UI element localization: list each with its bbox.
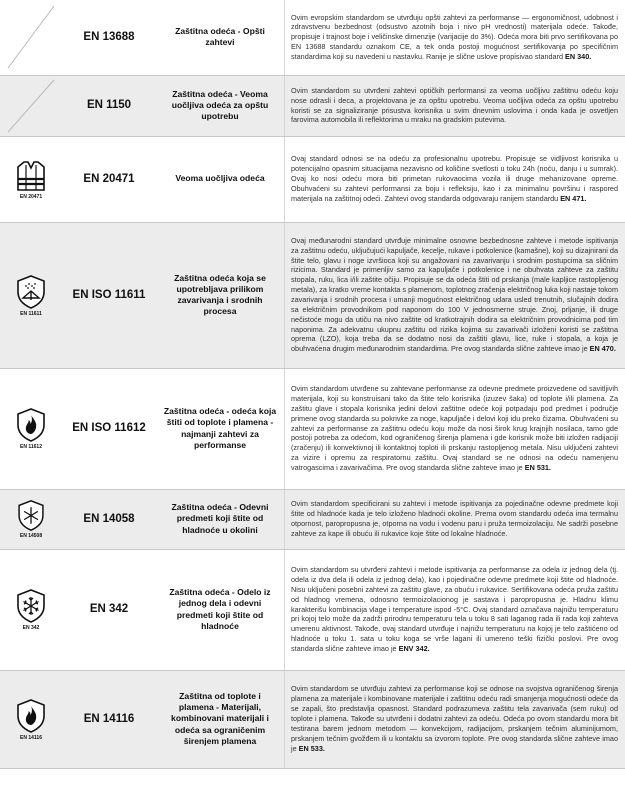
standard-title: Zaštitna od toplote i plamena - Materijali, kombinovani materijali i odeća sa ograničenim širenjem plamena xyxy=(156,670,285,768)
table-row xyxy=(0,75,625,136)
icon-caption: EN 14508 xyxy=(19,533,43,539)
standard-title: Zaštitna odeća - Odelo iz jednog dela i odevni predmeti koji štite od hladnoće xyxy=(156,549,285,670)
standard-reference: EN 470. xyxy=(589,344,616,354)
table-row xyxy=(0,222,625,368)
icon-cell xyxy=(0,368,62,489)
standard-description: Ovim standardom su utvrđeni zahtevi optičkih performansi za veoma uočljivu zaštitnu odeću koju nose odrasli i deca, a projektovana je za opštu upotrebu. Veoma uočljiva odeća za opštu upotrebu koristi se za signaliziranje prisustva korisnika u svim dnevnim uslovima i onda kada je osvetljen farovima automobila ili reflektorima u mraku na gradskim putevima. xyxy=(285,75,625,136)
standard-code: EN ISO 11611 xyxy=(62,222,156,368)
standard-reference: ENV 342. xyxy=(398,644,430,653)
icon-caption: EN 342 xyxy=(22,625,40,631)
standard-title: Veoma uočljiva odeća xyxy=(156,136,285,222)
icon-caption: EN 20471 xyxy=(19,193,43,200)
standard-code: EN ISO 11612 xyxy=(62,368,156,489)
placeholder-slash-icon xyxy=(0,76,62,136)
cold-shield-icon xyxy=(17,499,45,532)
standard-description: Ovim standardom specificirani su zahtevi i metode ispitivanja za pojedinačne odevne predmete koji štite od hladnoće kada je telo izloženo hladnoći okoline. Prema ovom standardu odeća ima termalnu otpornost, paropropusna je, otporna na vodu i vodenu paru i pruža termoizolaciju. Ne sadrži posebne zahteve za kape ili obuću ili rukavice koje štite od lokalne hladnoće. xyxy=(285,489,625,549)
standard-code: EN 342 xyxy=(62,549,156,670)
icon-cell xyxy=(0,670,62,768)
standard-code: EN 20471 xyxy=(62,136,156,222)
standard-description: Ovim standardom utvrđene su zahtevane performanse za odevne predmete proizvedene od savitljivih materijala, koji su konstruisani tako da štite telo korisnika (izuzev šaka) od toplote i/ili plamena. Za zaštitu glave i stopala korisnika jedini delovi zaštitne odeće koji potpadaju pod predmet i područje primene ovog standarda su pokrivke za noge, kapuljače i delovi koji idu preko čizama. Obuhvaćeni su zahtevi za performanse za zaštitnu odeću koju može da nosi širok krug krajnjih nosilaca, tamo gde postoji potreba za odećom, kod ograničenog širenja plamena i gde korisnik može biti izložen radijaciji (zračenju) ili konvektivnoj ili kontaktnoj toploti ili prskanju rastopljenog metala. Nisu uključeni zahtevi za vizire i opremu za respiratornu zaštitu. Ovaj standard se ne odnosi na odeću namenjenu vatrogascima i zavarivačima. Pre ovog standarda slične zahteve imao je EN 531. xyxy=(285,368,625,489)
snowflake-shield-icon xyxy=(16,588,46,624)
icon-caption: EN 11611 xyxy=(20,310,42,317)
standard-description: Ovim standardom su utvrđeni zahtevi i metode ispitivanja za performanse za odela iz jednog dela (tj. odela iz dva dela ili odela iz jednog dela), kao i pojedinačne odevne predmete koji štite od hladnoće. Nisu uključeni posebni zahtevi za zaštitu glave, za obuću i rukavice. Sertifikovana odeća pruža zaštitu od hladnog vremena, odnosno termoizolacionog je sastava i paropropusna je. Hladnu klimu karakterišu kombinacija vlage i temperature ispod -5°C. Ovaj standard označava najnižu temperaturu pri kojoj telo može da zadrži prirodnu temperaturu tela u toku 8 sati laganog rada ili rada koji zahteva umerenu aktivnost. Takođe, ovaj standard utvrđuje i najnižu temperaturu na kojoj je telo zaštićeno od hladnoće u toku 1. sata u toku koga se vrše lagani ili umereno teški fizički poslovi. Pre ovog standarda slične zahteve imao je ENV 342. xyxy=(285,549,625,670)
icon-caption: EN 11612 xyxy=(20,444,42,450)
icon-caption: EN 14116 xyxy=(20,734,42,741)
standard-code: EN 14058 xyxy=(62,489,156,549)
standard-title: Zaštitna odeća - Opšti zahtevi xyxy=(156,0,285,75)
table-row xyxy=(0,368,625,489)
standard-title: Zaštitna odeća - odeća koja štiti od toplote i plamena - najmanji zahtevi za performanse xyxy=(156,368,285,489)
standard-code: EN 1150 xyxy=(62,75,156,136)
hi-vis-vest-icon xyxy=(14,159,48,193)
flame-shield-icon xyxy=(16,407,46,443)
standard-reference: EN 340. xyxy=(565,52,592,62)
icon-cell xyxy=(0,489,62,549)
icon-cell xyxy=(0,0,62,75)
icon-cell xyxy=(0,549,62,670)
placeholder-slash-icon xyxy=(0,0,62,74)
standard-reference: EN 471. xyxy=(560,193,587,203)
icon-cell xyxy=(0,75,62,136)
welding-shield-icon xyxy=(16,274,46,310)
table-row xyxy=(0,549,625,670)
standard-reference: EN 533. xyxy=(298,743,325,753)
icon-cell xyxy=(0,136,62,222)
standard-title: Zaštitna odeća - Odevni predmeti koji štite od hladnoće u okolini xyxy=(156,489,285,549)
icon-cell xyxy=(0,222,62,368)
table-row xyxy=(0,0,625,75)
heat-flame-shield-icon xyxy=(16,698,46,734)
standard-description: Ovim evropskim standardom se utvrđuju opšti zahtevi za performanse — ergonomičnost, udobnost i zdravstvenu bezbednost (odsustvo azotnih boja i nivo pH vrednosti) materijala odeće. Takođe, propisuje i trajnost boje i veličinske dimenzije (varijacije do 3%). Odeća mora biti prvo sertifikovana po EN 13688 standardu oznakom CE, a tek onda postoji mogućnost sertifikovanja po specifičnim standardima koji su navedeni u nastavku. Ranije je slične uslove propisivao standard EN 340. xyxy=(285,0,625,75)
table-row xyxy=(0,489,625,549)
standard-title: Zaštitna odeća - Veoma uočljiva odeća za opštu upotrebu xyxy=(156,75,285,136)
table-row xyxy=(0,670,625,768)
table-row xyxy=(0,136,625,222)
standard-code: EN 14116 xyxy=(62,670,156,768)
standard-reference: EN 531. xyxy=(524,463,551,472)
standard-description: Ovim standardom se utvrđuju zahtevi za performanse koji se odnose na svojstva ograničenog širenja plamena za materijale i kombinovane materijale i zaštitnu odeću radi smanjenja mogućnosti odeće da se zapali, što predstavlja opasnost. Standard podrazumeva zaštitu tela zavarivača (sem ruku) od toplote i plamena. Takođe su utvrđeni i dodatni zahtevi za odeću. Odeća po ovom standardu mora bit testirana barem jednom metodom — konvekcijom, radijacijom, prskanjem tečnim aluminijumom, prskanjem tečnim gvožđem ili u kontaktu sa izvorom toplote. Pre ovog standarda slične zahteve imao je EN 533. xyxy=(285,670,625,768)
standard-title: Zaštitna odeća koja se upotrebljava prilikom zavarivanja i srodnih procesa xyxy=(156,222,285,368)
standard-code: EN 13688 xyxy=(62,0,156,75)
standard-description: Ovaj standard odnosi se na odeću za profesionalnu upotrebu. Propisuje se vidljivost korisnika u potencijalno opasnim situacijama nezavisno od količine svetlosti u toku 24h (noću, danju i u sumrak). Ovaj ko nosi odeću mora biti primetan rukovaocima vozila ili druge mehanizovane opreme. Obuhvaćeni su zahtevi performansi za boju i refleksiju, kao i za minimalnu površinu i raspored materijala na zaštitnoj odeći. Zahtevi ovog standarda odgovaraju ranijem standardu EN 471. xyxy=(285,136,625,222)
standard-description: Ovaj međunarodni standard utvrđuje minimalne osnovne bezbednosne zahteve i metode ispitivanja za zaštitnu odeću, uključujući kapuljače, kecelje, rukave i potkolenice (kamašne), koji su dizajnirani da štite telo, glavu i noge izvršioca koji su angažovani na zavarivanju i srodnim postupcima sa sličnim rizicima. Standard je primenljiv samo za kapuljače i potkolenice i ne obuhvata zahteve za zaštitu stopala, ruku, lica i/ili zaštite očiju. Propisuje se da odeća štiti od prskanja (male kapljice rastopljenog metala), za kratko vreme kontakta s plamenom, toplotnog zračenja električnog luka koji nastaje tokom zavarivanja i srodnih procesa i umanji mogućnost električnog udara usled trenutnih, slučajnih dodira sa električnim provodnikom pod naponom do 100 V jednosmerne struje. Znoj, prljanje, ili druge nečistoće mogu da utiču na nivo zaštite od kratkotrajnih dodira sa električnim provodnicima pod tim naponima. Za adekvatnu ukupnu zaštitu od rizika kojima su zavarivači izloženi koristi se zaštitna oprema (LZO), koja treba da se dodatno nosi da zaštiti glavu, lice, ruke i stopala, a koja je obuhvaćena drugim međunarodnim standardima. Pre ovog standarda slične zahteve imao je EN 470. xyxy=(285,222,625,368)
